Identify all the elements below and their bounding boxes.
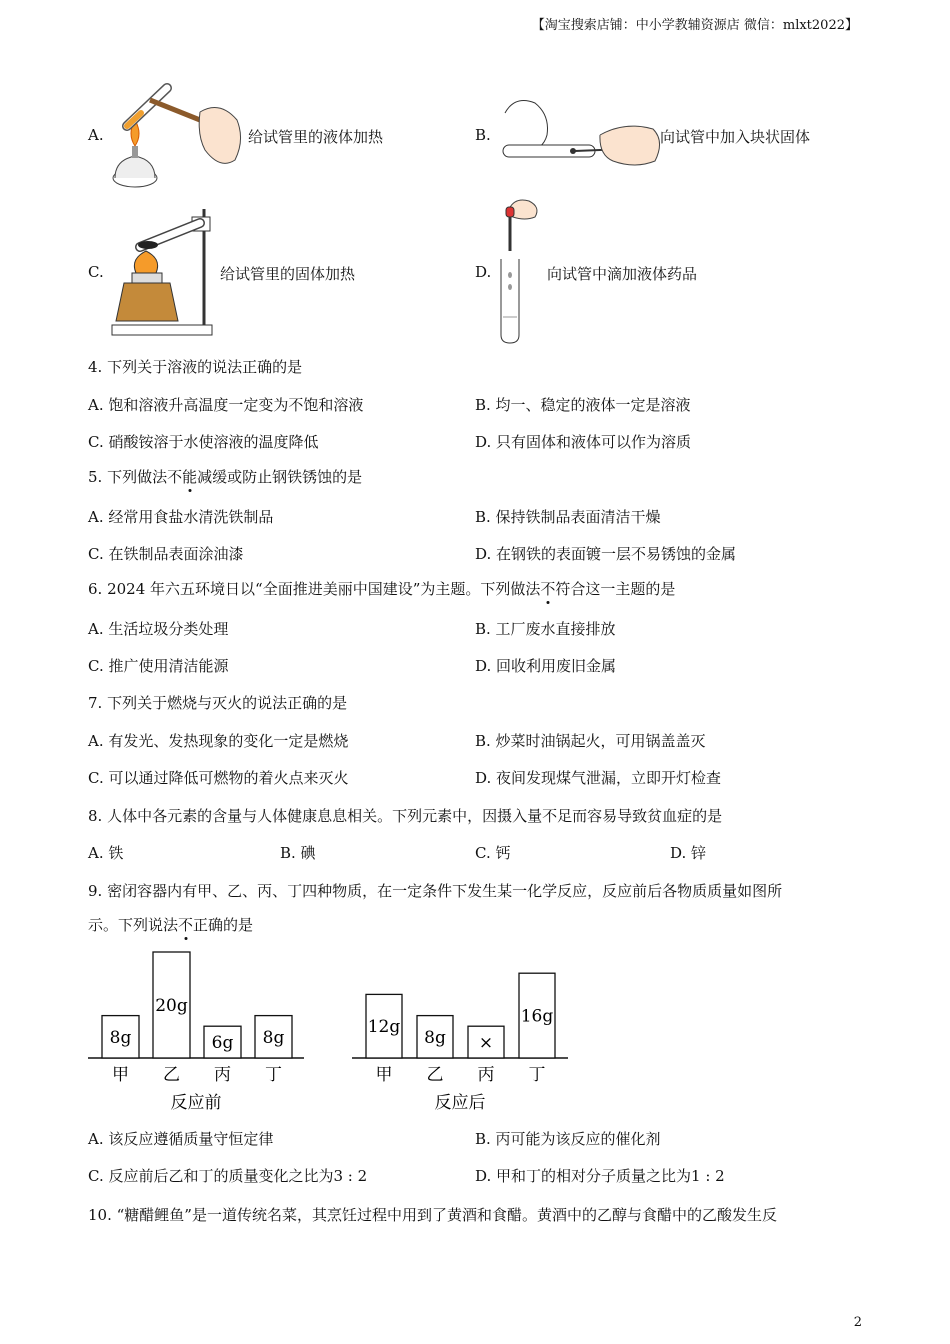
q9-option-d[interactable]: D. 甲和丁的相对分子质量之比为1 : 2 (475, 1167, 725, 1185)
q5-option-d[interactable]: D. 在钢铁的表面镀一层不易锈蚀的金属 (475, 545, 737, 563)
after-chart-bar-label: 12g (367, 1017, 401, 1038)
q7-stem: 7. 下列关于燃烧与灭火的说法正确的是 (88, 694, 348, 712)
q3-option-a-letter[interactable]: A. (88, 126, 104, 144)
q4-option-d[interactable]: D. 只有固体和液体可以作为溶质 (475, 433, 692, 451)
dropper-illustration (495, 195, 545, 345)
before-chart-bar-label: 6g (211, 1033, 234, 1054)
liquid-heating-illustration (105, 80, 255, 192)
q8-option-d[interactable]: D. 锌 (670, 844, 707, 862)
q5-option-a[interactable]: A. 经常用食盐水清洗铁制品 (88, 508, 274, 526)
q9-option-c[interactable]: C. 反应前后乙和丁的质量变化之比为3 : 2 (88, 1167, 368, 1185)
before-chart-category-label: 丙 (214, 1065, 231, 1085)
q8-stem: 8. 人体中各元素的含量与人体健康息息相关。下列元素中，因摄入量不足而容易导致贫血症的是 (88, 807, 723, 825)
solid-heating-illustration (108, 203, 223, 339)
emphasis-dot: 不 (178, 916, 194, 934)
before-chart-caption: 反应前 (170, 1093, 222, 1113)
emphasis-dot: 不 (540, 580, 556, 598)
q8-option-b[interactable]: B. 碘 (280, 844, 316, 862)
before-chart-bar-label: 8g (262, 1027, 285, 1048)
q3-option-d-text: 向试管中滴加液体药品 (547, 265, 698, 283)
q6-option-a[interactable]: A. 生活垃圾分类处理 (88, 620, 229, 638)
q7-option-a[interactable]: A. 有发光、发热现象的变化一定是燃烧 (88, 732, 349, 750)
after-chart-bar-label: × (478, 1033, 494, 1054)
q3-option-a-text: 给试管里的液体加热 (248, 128, 384, 146)
q4-option-a[interactable]: A. 饱和溶液升高温度一定变为不饱和溶液 (88, 396, 364, 414)
emphasis-dot: 能 (182, 468, 198, 486)
q9-option-b[interactable]: B. 丙可能为该反应的催化剂 (475, 1130, 661, 1148)
page-header: 【淘宝搜索店铺：中小学教辅资源店 微信：mlxt2022】 (531, 18, 858, 33)
q6-option-d[interactable]: D. 回收利用废旧金属 (475, 657, 617, 675)
after-chart-bar-label: 16g (520, 1006, 554, 1027)
q3-option-d-letter[interactable]: D. (475, 263, 492, 281)
before-chart-category-label: 乙 (163, 1065, 180, 1085)
q7-option-b[interactable]: B. 炒菜时油锅起火，可用锅盖盖灭 (475, 732, 706, 750)
q8-option-c[interactable]: C. 钙 (475, 844, 511, 862)
mass-bar-chart (80, 940, 580, 1120)
q4-option-c[interactable]: C. 硝酸铵溶于水使溶液的温度降低 (88, 433, 319, 451)
q3-option-c-text: 给试管里的固体加热 (220, 265, 356, 283)
after-chart-category-label: 乙 (426, 1065, 444, 1085)
q6-option-b[interactable]: B. 工厂废水直接排放 (475, 620, 616, 638)
after-chart-caption: 反应后 (434, 1093, 486, 1113)
q9-stem-line1: 9. 密闭容器内有甲、乙、丙、丁四种物质，在一定条件下发生某一化学反应，反应前后各物质质量如图所 (88, 882, 783, 900)
q5-stem: 5. 下列做法不能减缓或防止钢铁锈蚀的是 (88, 468, 363, 486)
before-chart-category-label: 丁 (265, 1065, 282, 1085)
q9-stem-line2: 示。下列说法不正确的是 (88, 916, 254, 934)
q8-option-a[interactable]: A. 铁 (88, 844, 124, 862)
q3-option-c-letter[interactable]: C. (88, 263, 104, 281)
q5-option-b[interactable]: B. 保持铁制品表面清洁干燥 (475, 508, 661, 526)
q9-option-a[interactable]: A. 该反应遵循质量守恒定律 (88, 1130, 274, 1148)
after-chart-category-label: 丁 (528, 1065, 546, 1085)
q6-stem: 6. 2024 年六五环境日以“全面推进美丽中国建设”为主题。下列做法不符合这一主题的是 (88, 580, 676, 598)
page-number: 2 (853, 1315, 862, 1330)
before-chart-bar-label: 8g (109, 1027, 132, 1048)
q4-stem: 4. 下列关于溶液的说法正确的是 (88, 358, 303, 376)
before-chart-bar-label: 20g (155, 996, 188, 1016)
q7-option-c[interactable]: C. 可以通过降低可燃物的着火点来灭火 (88, 769, 349, 787)
before-chart-category-label: 甲 (112, 1065, 129, 1085)
q6-option-c[interactable]: C. 推广使用清洁能源 (88, 657, 229, 675)
q3-option-b-letter[interactable]: B. (475, 126, 491, 144)
after-chart-category-label: 丙 (477, 1065, 495, 1085)
add-solid-illustration (495, 95, 665, 170)
q4-option-b[interactable]: B. 均一、稳定的液体一定是溶液 (475, 396, 691, 414)
after-chart-bar-label: 8g (424, 1027, 446, 1048)
q3-option-b-text: 向试管中加入块状固体 (660, 128, 811, 146)
q7-option-d[interactable]: D. 夜间发现煤气泄漏，立即开灯检查 (475, 769, 722, 787)
q5-option-c[interactable]: C. 在铁制品表面涂油漆 (88, 545, 244, 563)
after-chart-category-label: 甲 (375, 1065, 393, 1085)
q10-stem: 10. “糖醋鲤鱼”是一道传统名菜，其烹饪过程中用到了黄酒和食醋。黄酒中的乙醇与食醋中的乙酸发生反 (88, 1206, 777, 1224)
